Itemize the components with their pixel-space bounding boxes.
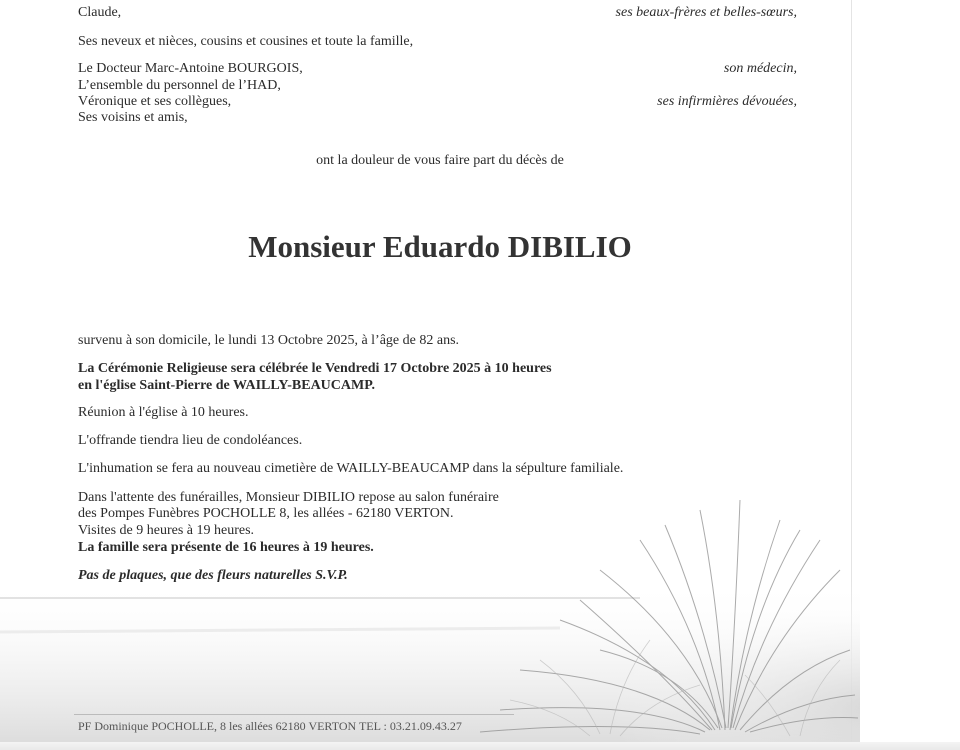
scan-bottom-edge [0,742,960,750]
burial-note: L'inhumation se fera au nouveau cimetière de WAILLY-BEAUCAMP dans la sépulture familiale. [78,461,624,476]
family-claude: Claude, [78,5,122,20]
church-meeting: Réunion à l'église à 10 heures. [78,405,249,420]
funeral-home-footer: PF Dominique POCHOLLE, 8 les allées 62180 VERTON TEL : 03.21.09.43.27 [78,719,462,733]
visiting-hours: Visites de 9 heures à 19 heures. [78,523,255,538]
announcement-text: ont la douleur de vous faire part du décès de [316,153,564,168]
neighbours-friends: Ses voisins et amis, [78,110,188,125]
rest-line-2: des Pompes Funèbres POCHOLLE 8, les allées - 62180 VERTON. [78,506,454,521]
death-notice: survenu à son domicile, le lundi 13 Octobre 2025, à l’âge de 82 ans. [78,333,460,348]
doctor-name: Le Docteur Marc-Antoine BOURGOIS, [78,61,303,76]
flowers-note: Pas de plaques, que des fleurs naturelles S.V.P. [78,568,348,583]
had-staff: L’ensemble du personnel de l’HAD, [78,78,281,93]
family-claude-role: ses beaux-frères et belles-sœurs, [615,5,797,20]
nurses-role: ses infirmières dévouées, [657,94,797,109]
ceremony-line-2: en l'église Saint-Pierre de WAILLY-BEAUCAMP. [78,378,375,393]
ceremony-line-1: La Cérémonie Religieuse sera célébrée le Vendredi 17 Octobre 2025 à 10 heures [78,361,552,376]
offering-note: L'offrande tiendra lieu de condoléances. [78,433,303,448]
rest-line-1: Dans l'attente des funérailles, Monsieur DIBILIO repose au salon funéraire [78,490,499,505]
family-relatives: Ses neveux et nièces, cousins et cousines et toute la famille, [78,34,414,49]
doctor-role: son médecin, [723,61,797,76]
deceased-name: Monsieur Eduardo DIBILIO [248,229,632,264]
family-presence: La famille sera présente de 16 heures à 19 heures. [78,540,374,555]
footer-divider [74,714,514,715]
veronique-colleagues: Véronique et ses collègues, [78,94,232,109]
